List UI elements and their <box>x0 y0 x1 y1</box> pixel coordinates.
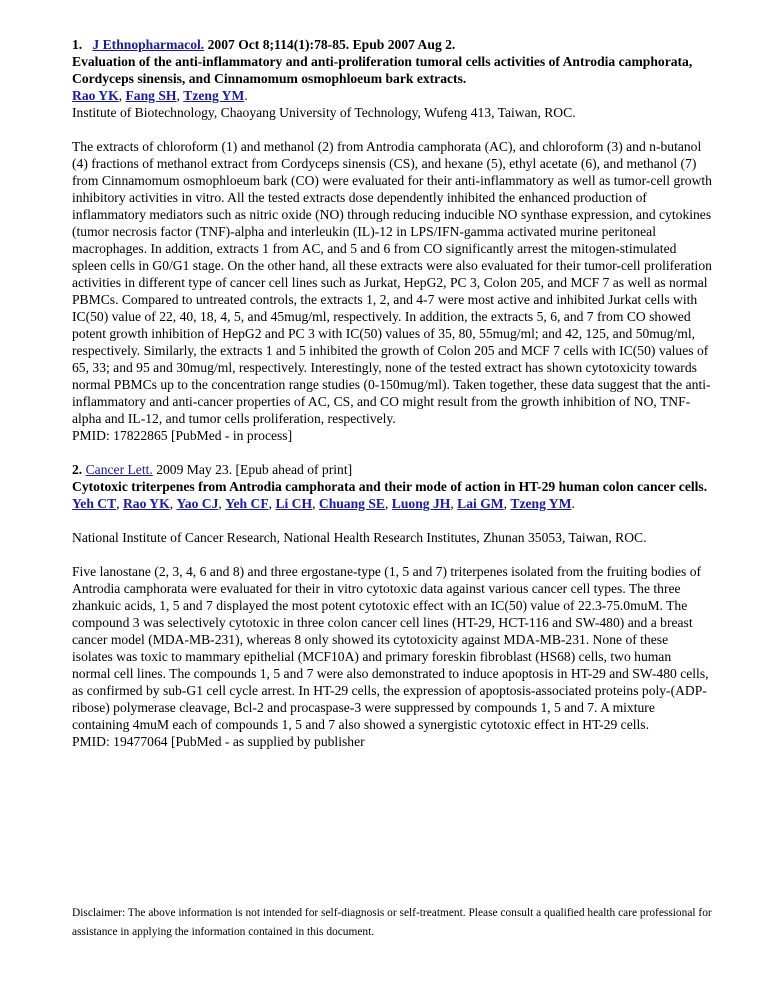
abstract-text: The extracts of chloroform (1) and methanol (2) from Antrodia camphorata (AC), and chloroform (3) and n-butanol (4) fractions of methanol extract from Cordyceps sinensis (CS), and hexane (5), ethyl acetate (6), and methanol (7) from Cinnamomum osmophloeum bark (CO) were evaluated for their anti-inflammatory as well as tumor-cell growth inhibitory activities in vitro. All the tested extracts dose dependently inhibited the enhanced production of inflammatory mediators such as nitric oxide (NO) through reducing inducible NO synthase expression, and cytokines (tumor necrosis factor (TNF)-alpha and interleukin (IL)-12 in LPS/IFN-gamma activated murine peritoneal macrophages. In addition, extracts 1 from AC, and 5 and 6 from CO significantly arrest the mitogen-stimulated spleen cells in G0/G1 stage. On the other hand, all these extracts were also evaluated for their tumor-cell proliferation activities in different type of cancer cell lines such as Jurkat, HepG2, PC 3, Colon 205, and MCF 7 as well as normal PBMCs. Compared to untreated controls, the extracts 1, 2, and 4-7 were most active and inhibited Jurkat cells with IC(50) value of 22, 40, 18, 4, 5, and 45mug/ml, respectively. In addition, the extracts 5, 6, and 7 from CO showed potent growth inhibition of HepG2 and PC 3 with IC(50) values of 35, 80, 55mug/ml; and 42, 125, and 50mug/ml, respectively. Similarly, the extracts 1 and 5 inhibited the growth of Colon 205 and MCF 7 cells with IC(50) values of 65, 33; and 95 and 30mug/ml, respectively. Interestingly, none of the tested extract has shown cytotoxicity towards normal PBMCs up to the concentration range studies (0-150mug/ml). Taken together, these data suggest that the anti-inflammatory and anti-cancer properties of AC, CS, and CO might result from the growth inhibition of NO, TNF-alpha and IL-12, and tumor cells proliferation, respectively. <box>72 139 712 426</box>
author-link[interactable]: Yao CJ <box>176 496 219 511</box>
author-list: Yeh CT, Rao YK, Yao CJ, Yeh CF, Li CH, Chuang SE, Luong JH, Lai GM, Tzeng YM. <box>72 496 575 511</box>
article-title: Cytotoxic triterpenes from Antrodia camphorata and their mode of action in HT-29 human colon cancer cells. <box>72 479 708 494</box>
author-link[interactable]: Rao YK <box>72 88 119 103</box>
author-link[interactable]: Fang SH <box>125 88 177 103</box>
journal-link[interactable]: J Ethnopharmacol. <box>92 37 205 52</box>
author-link[interactable]: Lai GM <box>457 496 504 511</box>
document-body <box>72 36 712 750</box>
citation-line <box>72 461 712 478</box>
pmid: PMID: 19477064 [PubMed - as supplied by publisher <box>72 734 365 749</box>
citation-entry <box>72 461 712 750</box>
author-link[interactable]: Tzeng YM <box>510 496 572 511</box>
entry-number: 2. <box>72 462 83 477</box>
author-link[interactable]: Tzeng YM <box>183 88 245 103</box>
abstract-text: Five lanostane (2, 3, 4, 6 and 8) and three ergostane-type (1, 5 and 7) triterpenes isolated from the fruiting bodies of Antrodia camphorata were evaluated for their in vitro cytotoxic data against various cancer cell types. The three zhankuic acids, 1, 5 and 7 displayed the most potent cytotoxic effect with an IC(50) value of 22.3-75.0muM. The compound 3 was selectively cytotoxic in three colon cancer cell lines (HT-29, HCT-116 and SW-480) and a breast cancer model (MDA-MB-231), whereas 8 only showed its cytotoxicity against MDA-MB-231. None of these isolates was toxic to mammary epithelial (MCF10A) and primary foreskin fibroblast (HS68) cells, two human normal cell lines. The compounds 1, 5 and 7 were also demonstrated to induce apoptosis in HT-29 and SW-480 cells, as confirmed by sub-G1 cell cycle arrest. In HT-29 cells, the expression of apoptosis-associated proteins poly-(ADP-ribose) polymerase cleavage, Bcl-2 and procaspase-3 were suppressed by compounds 1, 5 and 7. A mixture containing 4muM each of compounds 1, 5 and 7 also showed a synergistic cytotoxic effect in HT-29 cells. <box>72 564 709 732</box>
journal-link[interactable]: Cancer Lett. <box>85 462 153 477</box>
author-link[interactable]: Li CH <box>275 496 313 511</box>
entry-number: 1. <box>72 37 83 52</box>
affiliation: Institute of Biotechnology, Chaoyang University of Technology, Wufeng 413, Taiwan, ROC. <box>72 105 576 120</box>
citation-entry <box>72 36 712 444</box>
author-link[interactable]: Chuang SE <box>318 496 385 511</box>
citation-line <box>72 36 712 53</box>
author-link[interactable]: Yeh CT <box>72 496 117 511</box>
pmid: PMID: 17822865 [PubMed - in process] <box>72 428 293 443</box>
author-link[interactable]: Yeh CF <box>225 496 269 511</box>
author-list: Rao YK, Fang SH, Tzeng YM. <box>72 88 248 103</box>
citation-details: 2007 Oct 8;114(1):78-85. Epub 2007 Aug 2. <box>207 37 456 52</box>
author-link[interactable]: Luong JH <box>391 496 451 511</box>
citation-details: 2009 May 23. [Epub ahead of print] <box>156 462 353 477</box>
author-link[interactable]: Rao YK <box>122 496 170 511</box>
article-title: Evaluation of the anti-inflammatory and anti-proliferation tumoral cells activities of Antrodia camphorata, Cordyceps sinensis, and Cinnamomum osmophloeum bark extracts. <box>72 54 693 86</box>
disclaimer: Disclaimer: The above information is not intended for self-diagnosis or self-treatment. Please consult a qualified health care professional for assistance in applying the information contained in this document. <box>72 907 712 938</box>
affiliation: National Institute of Cancer Research, National Health Research Institutes, Zhunan 35053, Taiwan, ROC. <box>72 530 647 545</box>
